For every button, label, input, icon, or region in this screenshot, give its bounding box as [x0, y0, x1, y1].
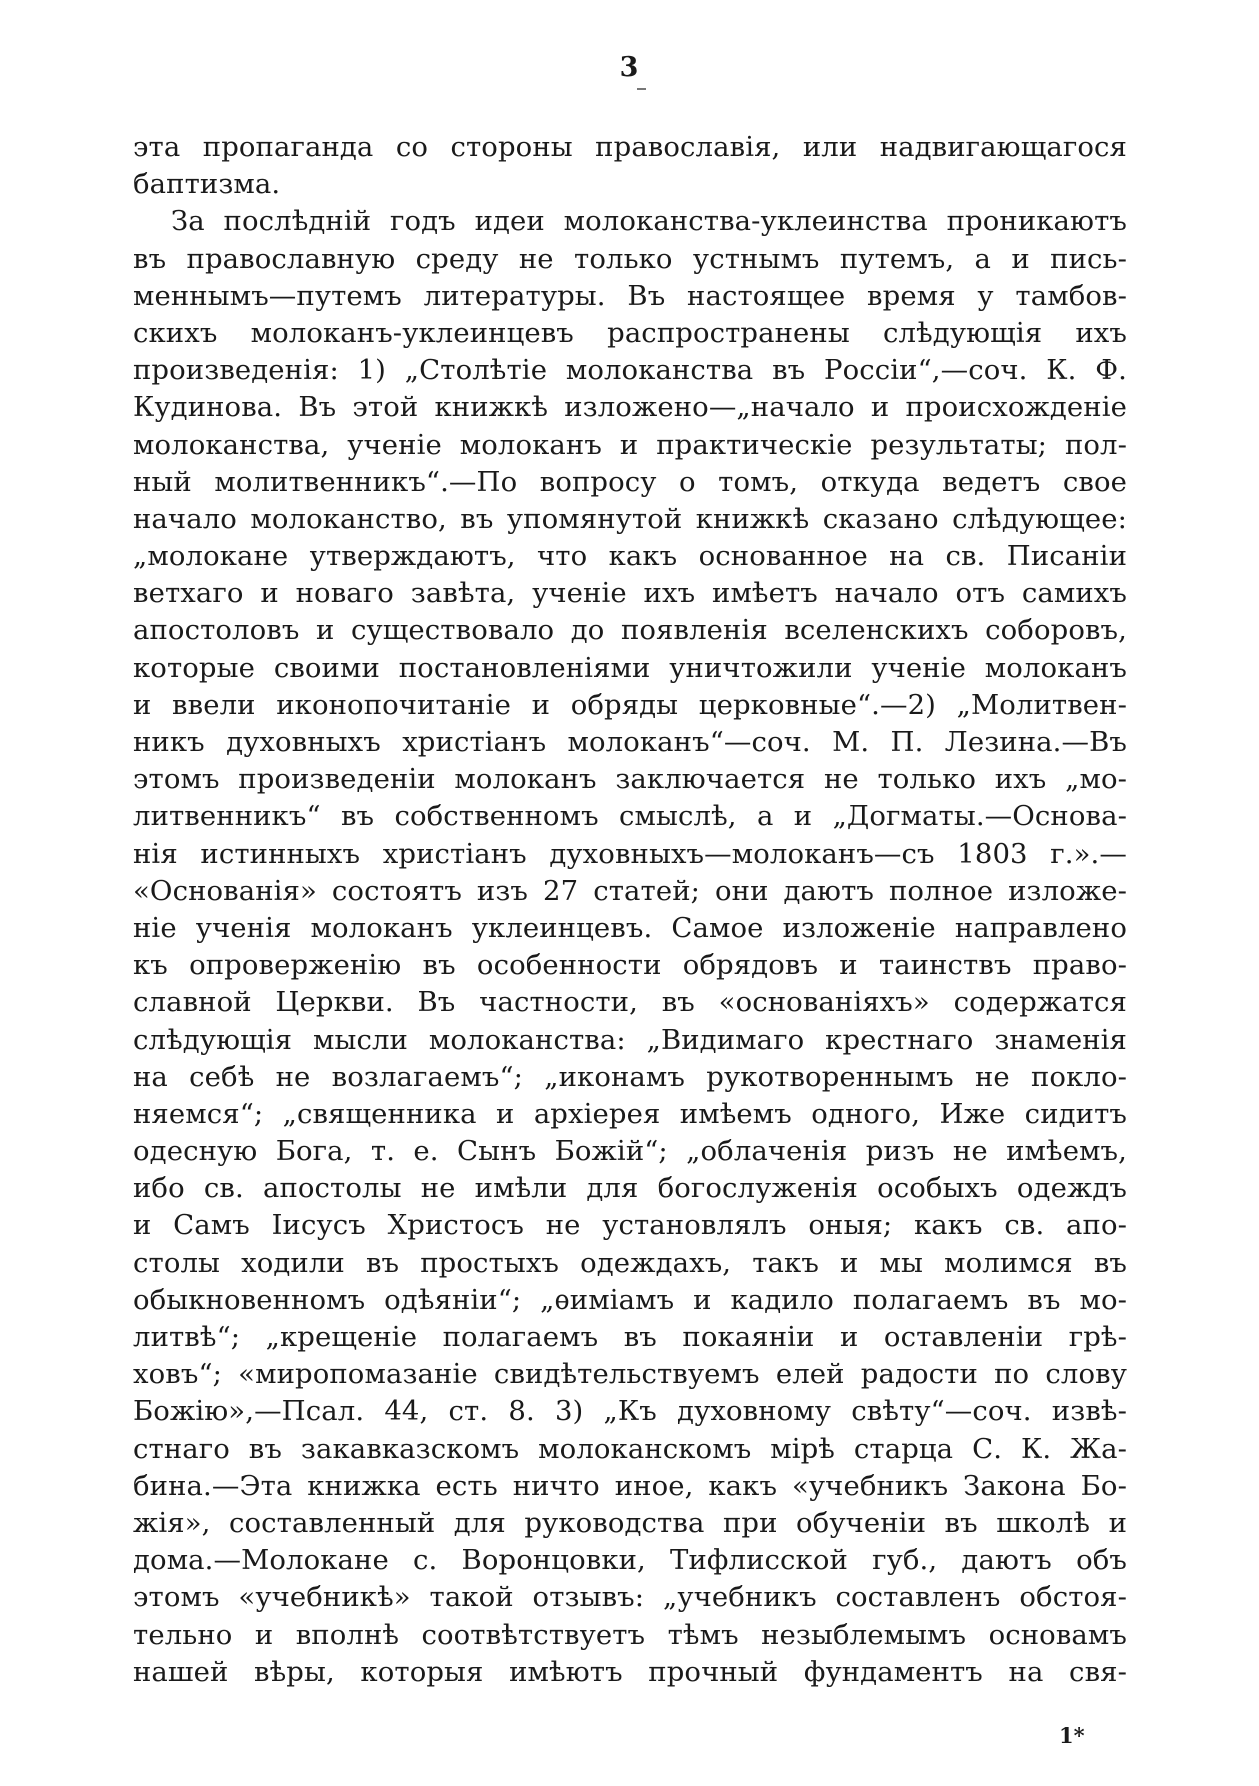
body-text	[133, 129, 1127, 1691]
text-line: молоканства, ученіе молоканъ и практическіе результаты; пол-	[133, 428, 1127, 461]
text-line: ибо св. апостолы не имѣли для богослуженія особыхъ одеждъ	[133, 1172, 1127, 1205]
text-line: славной Церкви. Въ частности, въ «основаніяхъ» содержатся	[133, 986, 1127, 1019]
text-line: тельно и вполнѣ соотвѣтствуетъ тѣмъ незыблемымъ основамъ	[133, 1618, 1127, 1651]
text-line: нашей вѣры, которыя имѣютъ прочный фундаментъ на свя-	[133, 1655, 1127, 1688]
text-line: столы ходили въ простыхъ одеждахъ, такъ и мы молимся въ	[133, 1246, 1127, 1279]
text-line: слѣдующія мысли молоканства: „Видимаго крестнаго знаменія	[133, 1023, 1127, 1056]
text-line: на себѣ не возлагаемъ“; „иконамъ рукотвореннымъ не покло-	[133, 1060, 1127, 1093]
text-line: начало молоканство, въ упомянутой книжкѣ сказано слѣдующее:	[133, 502, 1127, 535]
text-line: ветхаго и новаго завѣта, ученіе ихъ имѣетъ начало отъ самихъ	[133, 577, 1127, 610]
text-line: въ православную среду не только устнымъ путемъ, а и пись-	[133, 242, 1127, 275]
text-line: скихъ молоканъ-уклеинцевъ распространены слѣдующія ихъ	[133, 316, 1127, 349]
text-line: няемся“; „священника и архіерея имѣемъ одного, Иже сидитъ	[133, 1097, 1127, 1130]
text-line: «Основанія» состоятъ изъ 27 статей; они даютъ полное изложе-	[133, 874, 1127, 907]
text-line: ховъ“; «миропомазаніе свидѣтельствуемъ елей радости по слову	[133, 1358, 1127, 1391]
text-line: литвенникъ“ въ собственномъ смыслѣ, а и „Догматы.—Основа-	[133, 800, 1127, 833]
text-line: никъ духовныхъ христіанъ молоканъ“—соч. М. П. Лезина.—Въ	[133, 726, 1127, 758]
page-number-rule	[637, 88, 646, 90]
text-line: которые своими постановленіями уничтожили ученіе молоканъ	[133, 651, 1127, 684]
page-number: 3	[619, 52, 640, 83]
text-line: „молокане утверждаютъ, что какъ основанное на св. Писаніи	[133, 540, 1127, 573]
text-line: ніе ученія молоканъ уклеинцевъ. Самое изложеніе направлено	[133, 911, 1127, 944]
text-line: Божію»,—Псал. 44, ст. 8. 3) „Къ духовному свѣту“—соч. извѣ-	[133, 1395, 1127, 1428]
text-line: баптизма.	[133, 168, 281, 201]
text-line: Кудинова. Въ этой книжкѣ изложено—„начало и происхожденіе	[133, 391, 1127, 424]
text-line: этомъ произведеніи молоканъ заключается не только ихъ „мо-	[133, 763, 1127, 796]
signature-mark: 1*	[1059, 1723, 1085, 1748]
text-line: литвѣ“; „крещеніе полагаемъ въ покаяніи и оставленіи грѣ-	[133, 1321, 1127, 1353]
text-line: ный молитвенникъ“.—По вопросу о томъ, откуда ведетъ свое	[133, 465, 1127, 498]
text-line: За послѣдній годъ идеи молоканства-уклеинства проникаютъ	[171, 205, 1127, 238]
text-line: апостоловъ и существовало до появленія вселенскихъ соборовъ,	[133, 614, 1127, 647]
text-line: одесную Бога, т. е. Сынъ Божій“; „облаченія ризъ не имѣемъ,	[133, 1135, 1127, 1168]
text-line: этомъ «учебникѣ» такой отзывъ: „учебникъ составленъ обстоя-	[133, 1581, 1127, 1614]
text-line: стнаго въ закавказскомъ молоканскомъ мірѣ старца С. К. Жа-	[133, 1432, 1127, 1465]
text-line: дома.—Молокане с. Воронцовки, Тифлисской губ., даютъ объ	[133, 1544, 1127, 1577]
text-line: нія истинныхъ христіанъ духовныхъ—молоканъ—съ 1803 г.».—	[133, 837, 1127, 870]
text-line: бина.—Эта книжка есть ничто иное, какъ «учебникъ Закона Бо-	[133, 1469, 1127, 1502]
text-line: произведенія: 1) „Столѣтіе молоканства въ Россіи“,—соч. К. Ф.	[133, 354, 1127, 387]
text-line: и ввели иконопочитаніе и обряды церковные“.—2) „Молитвен-	[133, 688, 1127, 721]
text-line: эта пропаганда со стороны православія, или надвигающагося	[133, 131, 1127, 163]
text-line: къ опроверженію въ особенности обрядовъ и таинствъ право-	[133, 949, 1127, 982]
text-line: жія», составленный для руководства при обученіи въ школѣ и	[133, 1506, 1127, 1539]
text-line: и Самъ Іисусъ Христосъ не установлялъ оныя; какъ св. апо-	[133, 1209, 1127, 1242]
text-line: меннымъ—путемъ литературы. Въ настоящее время у тамбов-	[133, 279, 1127, 312]
text-line: обыкновенномъ одѣяніи“; „ѳиміамъ и кадило полагаемъ въ мо-	[133, 1283, 1127, 1316]
